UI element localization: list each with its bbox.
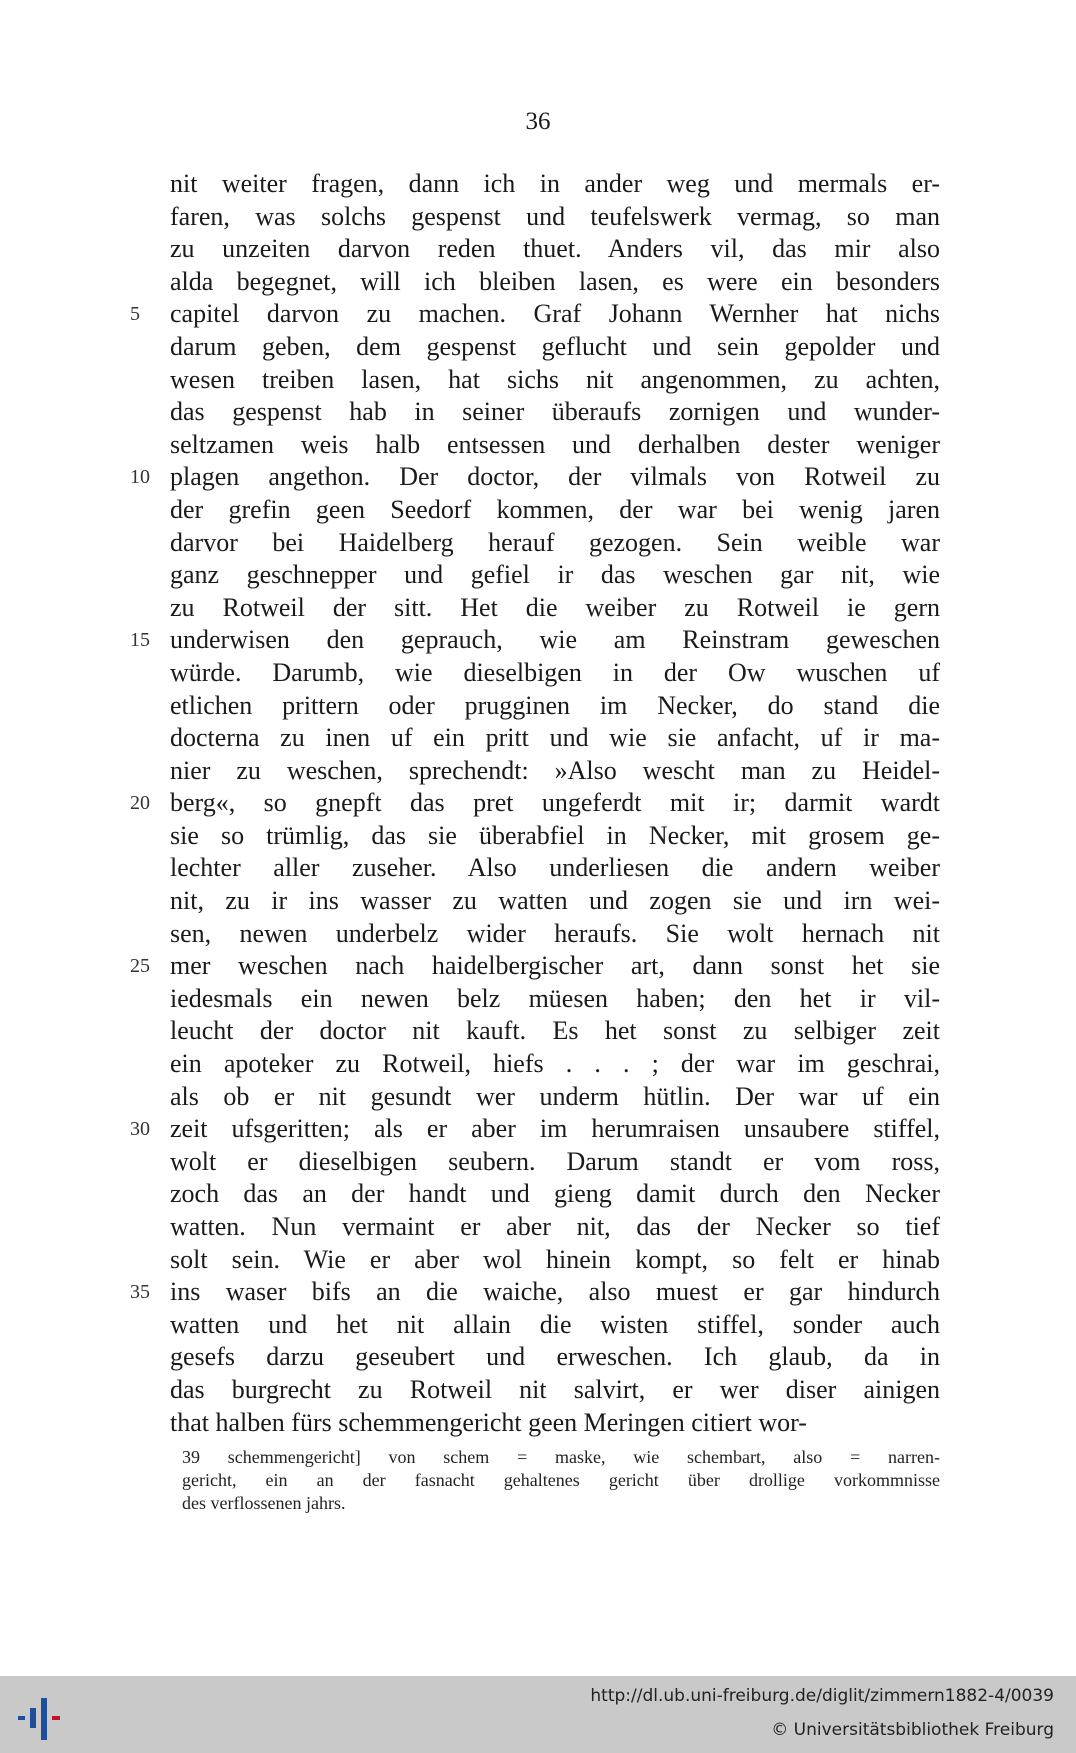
page-number: 36 [525,108,551,135]
line-text: plagen angethon. Der doctor, der vilmals von Rotweil zu [170,462,940,492]
line-text: ins waser bifs an die waiche, also muest er gar hindurch [170,1277,940,1307]
text-line [170,266,940,299]
line-text: der grefin geen Seedorf kommen, der war bei wenig jaren [170,494,940,524]
line-text: ganz geschnepper und gefiel ir das weschen gar nit, wie [170,560,940,590]
text-line [170,1374,940,1407]
line-text: als ob er nit gesundt wer underm hütlin. Der war uf ein [170,1081,940,1111]
text-line [170,820,940,853]
line-number: 30 [130,1118,150,1141]
text-line [130,1113,940,1146]
text-line [130,298,940,331]
text-line [130,1276,940,1309]
line-number: 5 [130,303,140,326]
text-line [170,983,940,1016]
line-text: sen, newen underbelz wider heraufs. Sie wolt hernach nit [170,918,940,948]
text-line [170,755,940,788]
line-text: sie so trümlig, das sie überabfiel in Necker, mit grosem ge- [170,820,940,850]
line-text: underwisen den geprauch, wie am Reinstram geweschen [170,625,940,655]
text-line [170,592,940,625]
footer-bar [0,1676,1076,1753]
text-line [170,494,940,527]
line-text: nit, zu ir ins wasser zu watten und zogen sie und irn wei- [170,886,940,916]
text-line [170,559,940,592]
text-line [170,1146,940,1179]
text-line [170,1178,940,1211]
text-line [170,690,940,723]
line-text: lechter aller zuseher. Also underliesen die andern weiber [170,853,940,883]
line-text: faren, was solchs gespenst und teufelswerk vermag, so man [170,201,940,231]
text-line [170,722,940,755]
line-text: nier zu weschen, sprechendt: »Also wescht man zu Heidel- [170,755,940,785]
line-number: 35 [130,1281,150,1304]
line-text: wolt er dieselbigen seubern. Darum standt er vom ross, [170,1146,940,1176]
text-line [170,168,940,201]
text-line [170,331,940,364]
line-text: zeit ufsgeritten; als er aber im herumraisen unsaubere stiffel, [170,1114,940,1144]
line-text: gesefs darzu geseubert und erweschen. Ich glaub, da in [170,1342,940,1372]
copyright-notice: © Universitätsbibliothek Freiburg [771,1720,1054,1740]
text-line [170,1309,940,1342]
text-line [130,461,940,494]
main-text [130,168,940,1439]
text-line [170,1048,940,1081]
line-text: würde. Darumb, wie dieselbigen in der Ow wuschen uf [170,657,940,687]
text-line [170,527,940,560]
line-text: seltzamen weis halb entsessen und derhalben dester weniger [170,429,940,459]
line-number: 20 [130,792,150,815]
text-line [170,1407,940,1440]
text-line [170,1081,940,1114]
line-text: leucht der doctor nit kauft. Es het sonst zu selbiger zeit [170,1016,940,1046]
source-url[interactable]: http://dl.ub.uni-freiburg.de/diglit/zimmern1882-4/0039 [590,1686,1054,1706]
line-text: docterna zu inen uf ein pritt und wie sie anfacht, uf ir ma- [170,723,940,753]
footnote-line: gericht, ein an der fasnacht gehaltenes gericht über drollige vorkommnisse [182,1470,940,1490]
line-text: das gespenst hab in seiner überaufs zornigen und wunder- [170,397,940,427]
footnote-line: des verflossenen jahrs. [182,1493,346,1513]
text-line [130,787,940,820]
line-text: that halben fürs schemmengericht geen Meringen citiert wor- [170,1407,807,1437]
line-text: darvor bei Haidelberg herauf gezogen. Sein weible war [170,527,940,557]
line-text: zoch das an der handt und gieng damit durch den Necker [170,1179,940,1209]
line-text: watten und het nit allain die wisten stiffel, sonder auch [170,1309,940,1339]
line-number: 25 [130,955,150,978]
line-text: etlichen prittern oder prugginen im Necker, do stand die [170,690,940,720]
text-line [170,201,940,234]
text-line [170,1015,940,1048]
text-line [170,429,940,462]
text-line [170,364,940,397]
line-text: solt sein. Wie er aber wol hinein kompt, so felt er hinab [170,1244,940,1274]
line-number: 10 [130,466,150,489]
text-line [170,233,940,266]
line-text: wesen treiben lasen, hat sichs nit angenommen, zu achten, [170,364,940,394]
line-text: darum geben, dem gespenst geflucht und sein gepolder und [170,331,940,361]
text-line [170,885,940,918]
line-text: nit weiter fragen, dann ich in ander weg und mermals er- [170,169,940,198]
line-text: iedesmals ein newen belz müesen haben; den het ir vil- [170,983,940,1013]
text-line [170,657,940,690]
text-line [130,624,940,657]
line-text: ein apoteker zu Rotweil, hiefs . . . ; der war im geschrai, [170,1049,940,1079]
line-text: zu Rotweil der sitt. Het die weiber zu Rotweil ie gern [170,592,940,622]
text-line [130,950,940,983]
line-text: capitel darvon zu machen. Graf Johann Wernher hat nichs [170,299,940,329]
line-text: alda begegnet, will ich bleiben lasen, es were ein besonders [170,266,940,296]
text-line [170,918,940,951]
line-text: mer weschen nach haidelbergischer art, dann sonst het sie [170,951,940,981]
text-line [170,1341,940,1374]
text-line [170,396,940,429]
text-line [170,1244,940,1277]
footnote-line: 39 schemmengericht] von schem = maske, wie schembart, also = narren- [182,1447,940,1467]
line-text: berg«, so gnepft das pret ungeferdt mit ir; darmit wardt [170,788,940,818]
library-logo-icon [12,1694,68,1742]
text-line [170,852,940,885]
text-line [170,1211,940,1244]
line-text: das burgrecht zu Rotweil nit salvirt, er wer diser ainigen [170,1374,940,1404]
line-text: zu unzeiten darvon reden thuet. Anders vil, das mir also [170,234,940,264]
footnote [182,1446,940,1515]
line-number: 15 [130,629,150,652]
line-text: watten. Nun vermaint er aber nit, das der Necker so tief [170,1212,940,1241]
